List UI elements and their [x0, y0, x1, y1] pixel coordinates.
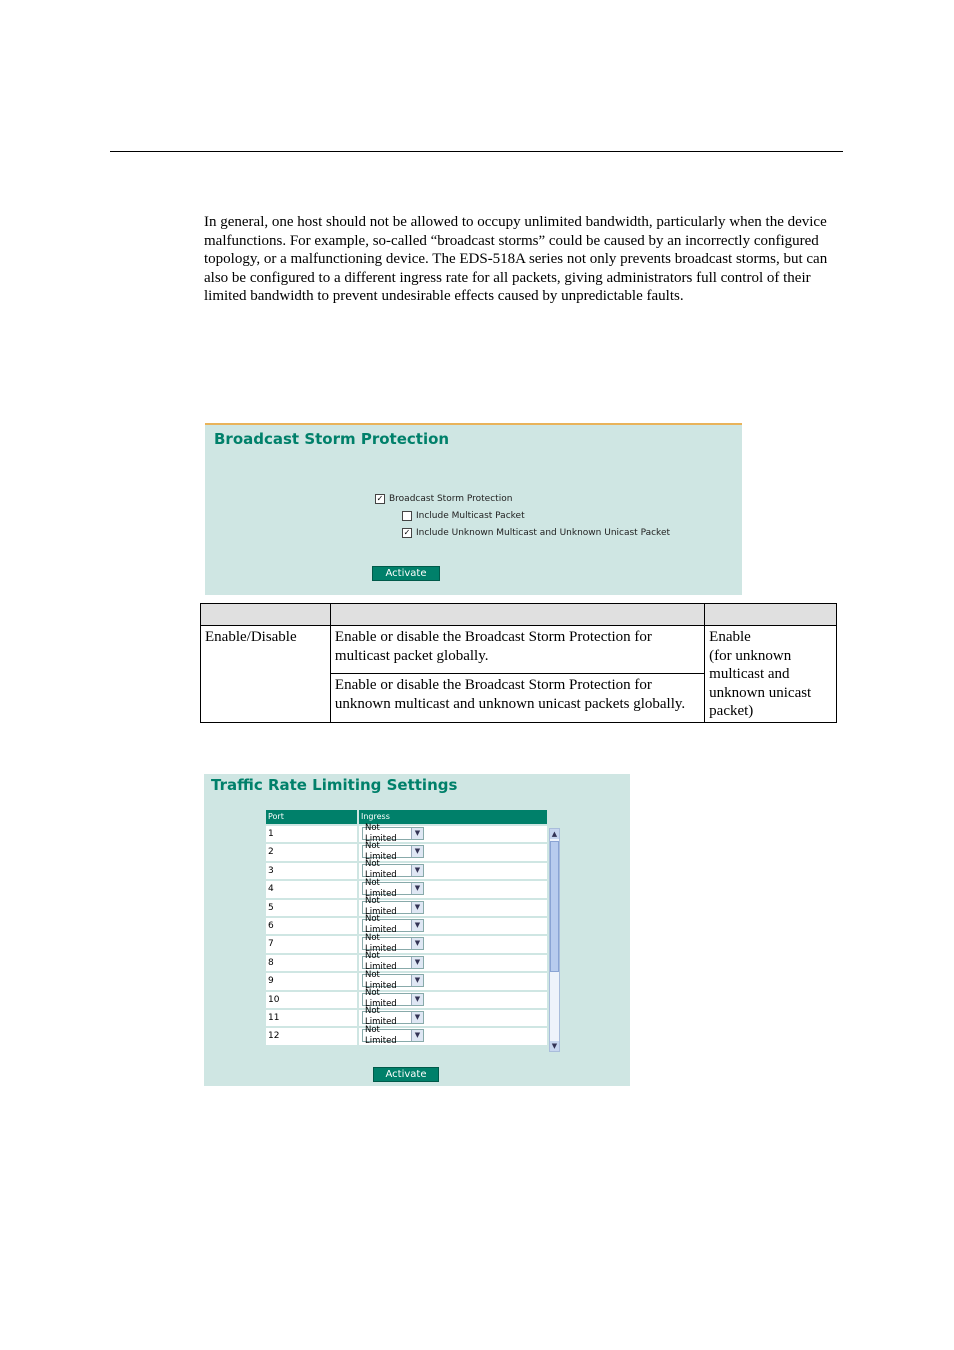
- chevron-down-icon[interactable]: ▼: [411, 902, 423, 913]
- ingress-select[interactable]: [362, 840, 424, 862]
- header-cell: [201, 604, 331, 626]
- panel-title: Traffic Rate Limiting Settings: [211, 776, 458, 794]
- checkbox-checked-icon[interactable]: ✓: [376, 494, 384, 503]
- table-row: [201, 626, 837, 674]
- ingress-value: Not Limited: [365, 969, 397, 991]
- ingress-value: Not Limited: [365, 1024, 397, 1046]
- default-cell: [705, 626, 837, 723]
- setting-cell: Enable/Disable: [201, 626, 331, 723]
- panel-title: Broadcast Storm Protection: [214, 430, 450, 448]
- default-note: (for unknown multicast and unknown unicast packet): [709, 647, 812, 719]
- ingress-select[interactable]: [362, 877, 424, 899]
- ingress-value: Not Limited: [365, 840, 397, 862]
- port-cell: 8: [266, 955, 359, 971]
- chevron-down-icon[interactable]: ▼: [411, 883, 423, 894]
- ingress-select[interactable]: [362, 951, 424, 973]
- ingress-value: Not Limited: [365, 932, 397, 954]
- port-cell: 9: [266, 973, 359, 989]
- ingress-select[interactable]: [362, 914, 424, 936]
- header-rule: [110, 151, 843, 152]
- ingress-select[interactable]: [362, 1024, 424, 1046]
- ingress-select[interactable]: [362, 859, 424, 881]
- bsp-option-unknown[interactable]: [402, 528, 670, 538]
- port-cell: 12: [266, 1028, 359, 1044]
- ingress-value: Not Limited: [365, 822, 397, 844]
- ingress-select[interactable]: [362, 932, 424, 954]
- port-cell: 7: [266, 936, 359, 952]
- chevron-down-icon[interactable]: ▼: [411, 828, 423, 839]
- port-cell: 11: [266, 1010, 359, 1026]
- col-ingress-header: Ingress: [361, 812, 390, 821]
- ingress-value: Not Limited: [365, 859, 397, 881]
- grid-scrollbar[interactable]: [549, 828, 560, 1052]
- chevron-down-icon[interactable]: ▼: [411, 957, 423, 968]
- port-cell: 1: [266, 826, 359, 842]
- option-label: Include Unknown Multicast and Unknown Unicast Packet: [416, 528, 671, 538]
- description-cell: Enable or disable the Broadcast Storm Protection for multicast packet globally.: [330, 626, 704, 674]
- table-row: [266, 1024, 547, 1046]
- option-label: Broadcast Storm Protection: [389, 494, 513, 504]
- intro-paragraph: In general, one host should not be allowed to occupy unlimited bandwidth, particularly when the device malfunctions. For example, so-called “broadcast storms” could be caused by an incorrectly configured topology, or a malfunctioning device. The EDS-518A series not only prevents broadcast storms, but can also be configured to a different ingress rate for all packets, giving administrators full control of their limited bandwidth to prevent undesirable effects caused by unpredictable faults.: [204, 214, 828, 304]
- ingress-select[interactable]: [362, 988, 424, 1010]
- chevron-down-icon[interactable]: ▼: [411, 920, 423, 931]
- scroll-down-icon[interactable]: ▼: [551, 1042, 558, 1050]
- ingress-select[interactable]: [362, 896, 424, 918]
- ingress-select[interactable]: [362, 822, 424, 844]
- port-cell: 2: [266, 844, 359, 860]
- table-header-row: [201, 604, 837, 626]
- checkbox-checked-icon[interactable]: ✓: [403, 528, 411, 537]
- activate-button[interactable]: Activate: [372, 566, 440, 581]
- port-cell: 5: [266, 900, 359, 916]
- ingress-select[interactable]: [362, 1006, 424, 1028]
- header-cell: [330, 604, 704, 626]
- default-value: Enable: [709, 629, 751, 645]
- traffic-rate-panel: [204, 774, 630, 1086]
- description-cell: Enable or disable the Broadcast Storm Protection for unknown multicast and unknown unicast packets globally.: [330, 674, 704, 722]
- scroll-up-icon[interactable]: ▲: [551, 830, 558, 838]
- header-cell: [705, 604, 837, 626]
- activate-button[interactable]: Activate: [373, 1067, 439, 1082]
- chevron-down-icon[interactable]: ▼: [411, 938, 423, 949]
- checkbox-unchecked-icon[interactable]: [402, 511, 412, 521]
- port-cell: 6: [266, 918, 359, 934]
- bsp-option-multicast[interactable]: [402, 511, 525, 521]
- port-ingress-grid: [266, 810, 547, 1045]
- chevron-down-icon[interactable]: ▼: [411, 865, 423, 876]
- chevron-down-icon[interactable]: ▼: [411, 975, 423, 986]
- ingress-value: Not Limited: [365, 988, 397, 1010]
- chevron-down-icon[interactable]: ▼: [411, 846, 423, 857]
- ingress-select[interactable]: [362, 969, 424, 991]
- port-cell: 3: [266, 863, 359, 879]
- ingress-value: Not Limited: [365, 914, 397, 936]
- bsp-option-main[interactable]: [375, 494, 512, 504]
- ingress-value: Not Limited: [365, 1006, 397, 1028]
- ingress-value: Not Limited: [365, 951, 397, 973]
- port-cell: 10: [266, 992, 359, 1008]
- ingress-value: Not Limited: [365, 877, 397, 899]
- scroll-thumb[interactable]: [550, 841, 559, 972]
- chevron-down-icon[interactable]: ▼: [411, 1012, 423, 1023]
- option-label: Include Multicast Packet: [416, 511, 525, 521]
- chevron-down-icon[interactable]: ▼: [411, 994, 423, 1005]
- chevron-down-icon[interactable]: ▼: [411, 1030, 423, 1041]
- broadcast-storm-panel: [205, 423, 742, 595]
- ingress-value: Not Limited: [365, 896, 397, 918]
- col-port-header: Port: [266, 810, 359, 824]
- settings-table: [200, 603, 837, 723]
- port-cell: 4: [266, 881, 359, 897]
